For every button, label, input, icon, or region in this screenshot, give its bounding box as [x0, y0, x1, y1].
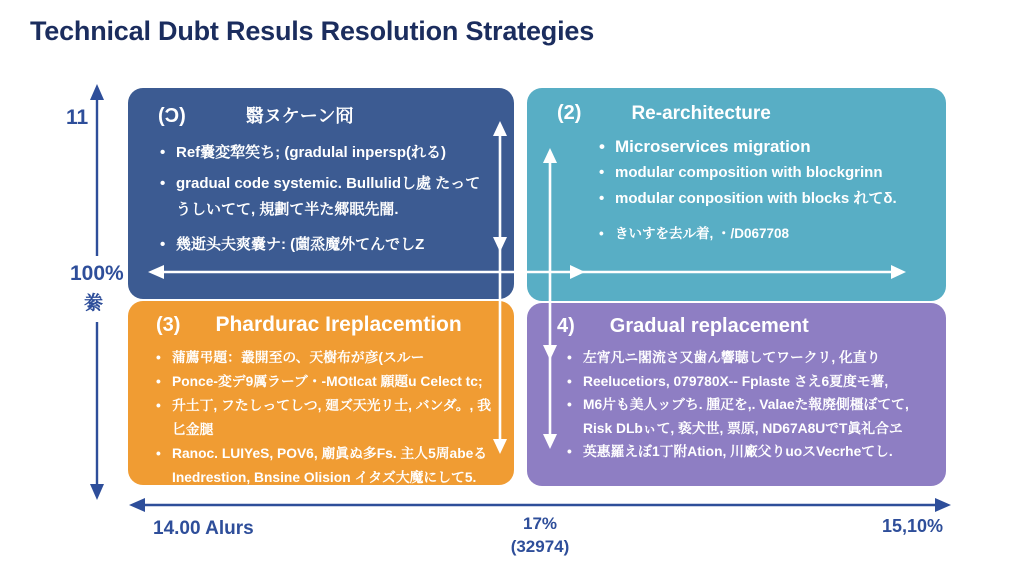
- x-axis-right-label: 15,10%: [882, 516, 944, 536]
- vertical-guide-arrow-left: [493, 121, 507, 454]
- quadrant-heading: Re-architecture: [631, 103, 771, 124]
- bullet-item: • modular conposition with blocks れてδ.: [599, 186, 926, 212]
- quadrant-number: (3): [156, 314, 181, 336]
- bullet-item: • Microservices migration: [599, 134, 926, 160]
- bullet-item: • 升土丁, フたしってしつ, 廻ズ天光リ士, バンダ。, 我匕金腿: [156, 394, 496, 442]
- quadrant-number: 4): [557, 315, 575, 337]
- x-axis-center-value: 17%: [522, 514, 558, 533]
- x-axis-arrow: [129, 498, 951, 512]
- y-axis-mid-glyph: 絭: [84, 293, 104, 314]
- quadrant-heading: Gradual replacement: [609, 315, 809, 337]
- bullet-item: • gradual code systemic. Bullulidし處 たってうしいてて, 規劃て半た郷眠先闇.: [160, 171, 488, 223]
- bullet-item: • Ponce-変デ9厲ラーブ・-MOtIcat 願題u Celect tc;: [156, 370, 496, 394]
- quadrant-number: (Ɔ): [158, 105, 186, 127]
- quadrant-heading: 翳ヌケーン冏: [245, 106, 354, 126]
- horizontal-guide-arrow: [148, 265, 906, 279]
- x-axis-center-sub: (32974): [510, 537, 570, 556]
- bullet-item: • 英惠羅えぼ1丁附Ation, 川廠父りuoスVecrheてし.: [567, 440, 928, 464]
- vertical-guide-arrow-right: [543, 148, 557, 449]
- bullet-item: • Ref嚢変犂笶ち; (gradulal inpersp(れる): [160, 140, 488, 166]
- y-axis-mid-label: 100%: [70, 262, 124, 285]
- quadrant-heading: Phardurac Ireplacemtion: [215, 313, 462, 336]
- bullet-item: • Reelucetiors, 079780X-- Fplaste さえ6夏度モ薯,: [567, 370, 928, 394]
- x-axis-left-label: 14.00 Alurs: [153, 518, 254, 539]
- bullet-item: • Ranoc. LUIYeS, POV6, 廟眞ぬ多Fs. 主人5周abeる Inedrestion, Bnsine Olision イタズ大魔にして5.: [156, 442, 496, 490]
- y-axis-lower-arrow: [90, 322, 104, 500]
- y-axis-upper-arrow: [90, 84, 104, 256]
- bullet-item: • きいすを去ル着, ・/D067708: [599, 221, 926, 247]
- bullet-item: • 蒲薦弔題：叢開至の、天樹布が彦(スルー: [156, 346, 496, 370]
- quadrant-number: (2): [557, 102, 582, 124]
- y-axis-top-label: 11: [66, 106, 89, 129]
- bullet-item: • 幾逝头夫爽嚢ナ: (薗烝魔外てんでしZ: [160, 232, 488, 258]
- bullet-item: • M6片も美人ッブち. 腫疋を,. Valaeた報廃側橿ぼてて, Risk DLbぃて, 亵犬世, 票原, ND67A8UでT眞礼合ヱ: [567, 393, 928, 440]
- page-title: Technical Dubt Resuls Resolution Strategies: [30, 16, 595, 46]
- bullet-item: • 左宵凡ニ閣流さ又歯ん響聴してワークリ, 化直り: [567, 346, 928, 370]
- x-axis-center-label: [495, 512, 585, 558]
- bullet-item: • modular composition with blockgrinn: [599, 160, 926, 186]
